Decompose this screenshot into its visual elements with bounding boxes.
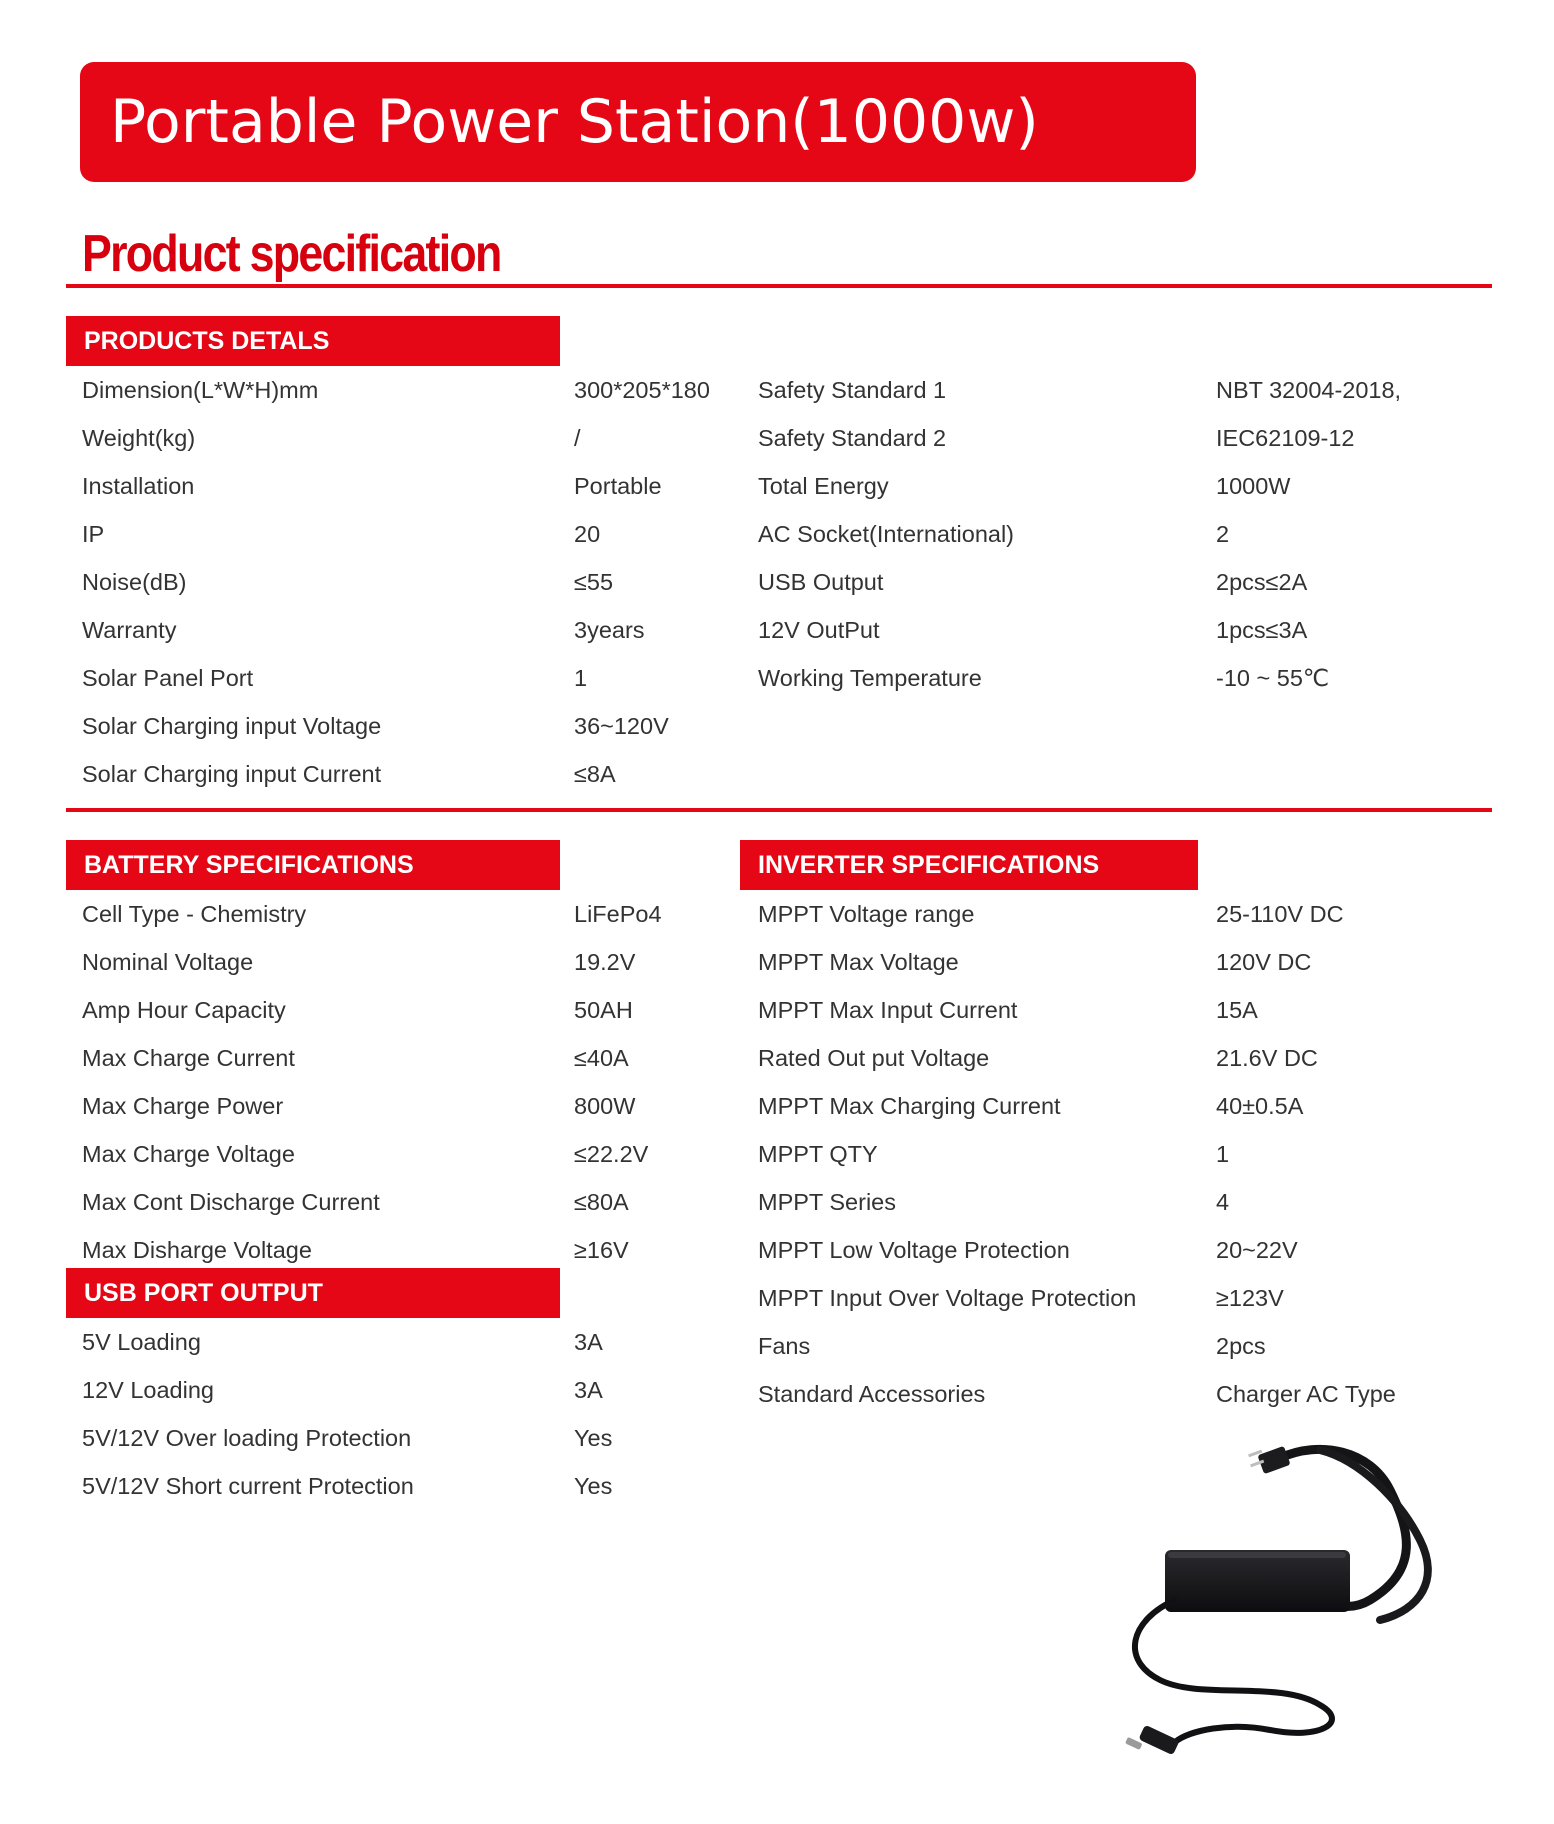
spec-label: Nominal Voltage: [82, 949, 254, 975]
spec-label: Rated Out put Voltage: [758, 1045, 990, 1071]
spec-value: 2pcs: [1216, 1333, 1266, 1359]
spec-label: 5V/12V Short current Protection: [82, 1473, 414, 1499]
spec-label: Solar Charging input Current: [82, 761, 382, 787]
spec-value: 1pcs≤3A: [1216, 617, 1308, 643]
spec-label: Max Charge Power: [82, 1093, 284, 1119]
spec-label: MPPT Series: [758, 1189, 896, 1215]
spec-label: Cell Type - Chemistry: [82, 901, 307, 927]
spec-label: Installation: [82, 473, 195, 499]
spec-value: 1: [574, 665, 588, 691]
title-banner: [80, 62, 1196, 182]
spec-label: Max Disharge Voltage: [82, 1237, 312, 1263]
spec-label: 5V/12V Over loading Protection: [82, 1425, 412, 1451]
spec-value: 21.6V DC: [1216, 1045, 1318, 1071]
battery-specifications-header: BATTERY SPECIFICATIONS: [66, 840, 560, 890]
spec-label: Total Energy: [758, 473, 889, 499]
spec-value: 3A: [574, 1329, 603, 1355]
spec-value: 20: [574, 521, 601, 547]
spec-value: 1000W: [1216, 473, 1291, 499]
spec-value: 120V DC: [1216, 949, 1312, 975]
spec-value: 40±0.5A: [1216, 1093, 1304, 1119]
spec-value: 800W: [574, 1093, 636, 1119]
spec-value: 25-110V DC: [1216, 901, 1344, 927]
spec-value: NBT 32004-2018,: [1216, 377, 1402, 403]
spec-label: MPPT Max Charging Current: [758, 1093, 1061, 1119]
spec-label: Weight(kg): [82, 425, 196, 451]
spec-label: Fans: [758, 1333, 811, 1359]
spec-value: 15A: [1216, 997, 1258, 1023]
spec-label: Solar Charging input Voltage: [82, 713, 382, 739]
spec-label: IP: [82, 521, 105, 547]
spec-value: 2: [1216, 521, 1230, 547]
spec-label: Noise(dB): [82, 569, 187, 595]
spec-value: Yes: [574, 1425, 613, 1451]
spec-label: MPPT QTY: [758, 1141, 878, 1167]
inverter-specifications-header: INVERTER SPECIFICATIONS: [740, 840, 1198, 890]
spec-label: Max Charge Current: [82, 1045, 295, 1071]
spec-value: 19.2V: [574, 949, 636, 975]
product-specification-heading: Product specification: [82, 225, 501, 283]
spec-value: 50AH: [574, 997, 633, 1023]
spec-label: Amp Hour Capacity: [82, 997, 286, 1023]
spec-value: /: [574, 425, 581, 451]
spec-value: 36~120V: [574, 713, 669, 739]
spec-value: ≤8A: [574, 761, 616, 787]
spec-label: Standard Accessories: [758, 1381, 986, 1407]
spec-label: Dimension(L*W*H)mm: [82, 377, 319, 403]
spec-value: 20~22V: [1216, 1237, 1298, 1263]
divider-middle: [66, 808, 1492, 812]
spec-label: MPPT Max Input Current: [758, 997, 1018, 1023]
spec-label: MPPT Max Voltage: [758, 949, 959, 975]
usb-port-output-header: USB PORT OUTPUT: [66, 1268, 560, 1318]
divider-top: [66, 284, 1492, 288]
spec-label: AC Socket(International): [758, 521, 1015, 547]
spec-value: ≤80A: [574, 1189, 629, 1215]
spec-value: ≤55: [574, 569, 614, 595]
spec-value: LiFePo4: [574, 901, 662, 927]
spec-value: 2pcs≤2A: [1216, 569, 1308, 595]
plug-icon: [1248, 1446, 1290, 1474]
spec-label: Solar Panel Port: [82, 665, 254, 691]
spec-value: ≤22.2V: [574, 1141, 649, 1167]
spec-value: 300*205*180: [574, 377, 710, 403]
spec-value: Yes: [574, 1473, 613, 1499]
page-title: Portable Power Station(1000w): [110, 87, 1039, 157]
spec-label: 5V Loading: [82, 1329, 201, 1355]
spec-label: Max Cont Discharge Current: [82, 1189, 380, 1215]
spec-value: -10 ~ 55℃: [1216, 665, 1330, 691]
spec-label: Warranty: [82, 617, 177, 643]
charger-adapter-image: [1120, 1430, 1480, 1760]
spec-label: 12V Loading: [82, 1377, 214, 1403]
spec-value: ≥123V: [1216, 1285, 1284, 1311]
spec-value: 3A: [574, 1377, 603, 1403]
spec-label: MPPT Input Over Voltage Protection: [758, 1285, 1137, 1311]
spec-value: ≥16V: [574, 1237, 629, 1263]
spec-value: 3years: [574, 617, 645, 643]
spec-label: Max Charge Voltage: [82, 1141, 295, 1167]
spec-label: 12V OutPut: [758, 617, 880, 643]
spec-label: MPPT Low Voltage Protection: [758, 1237, 1070, 1263]
spec-value: IEC62109-12: [1216, 425, 1355, 451]
spec-value: 4: [1216, 1189, 1230, 1215]
spec-value: Portable: [574, 473, 662, 499]
spec-label: Safety Standard 2: [758, 425, 947, 451]
spec-label: MPPT Voltage range: [758, 901, 975, 927]
spec-label: Safety Standard 1: [758, 377, 947, 403]
spec-label: USB Output: [758, 569, 884, 595]
spec-value: 1: [1216, 1141, 1230, 1167]
spec-value: Charger AC Type: [1216, 1381, 1396, 1407]
products-details-header: PRODUCTS DETALS: [66, 316, 560, 366]
spec-label: Working Temperature: [758, 665, 982, 691]
spec-value: ≤40A: [574, 1045, 629, 1071]
